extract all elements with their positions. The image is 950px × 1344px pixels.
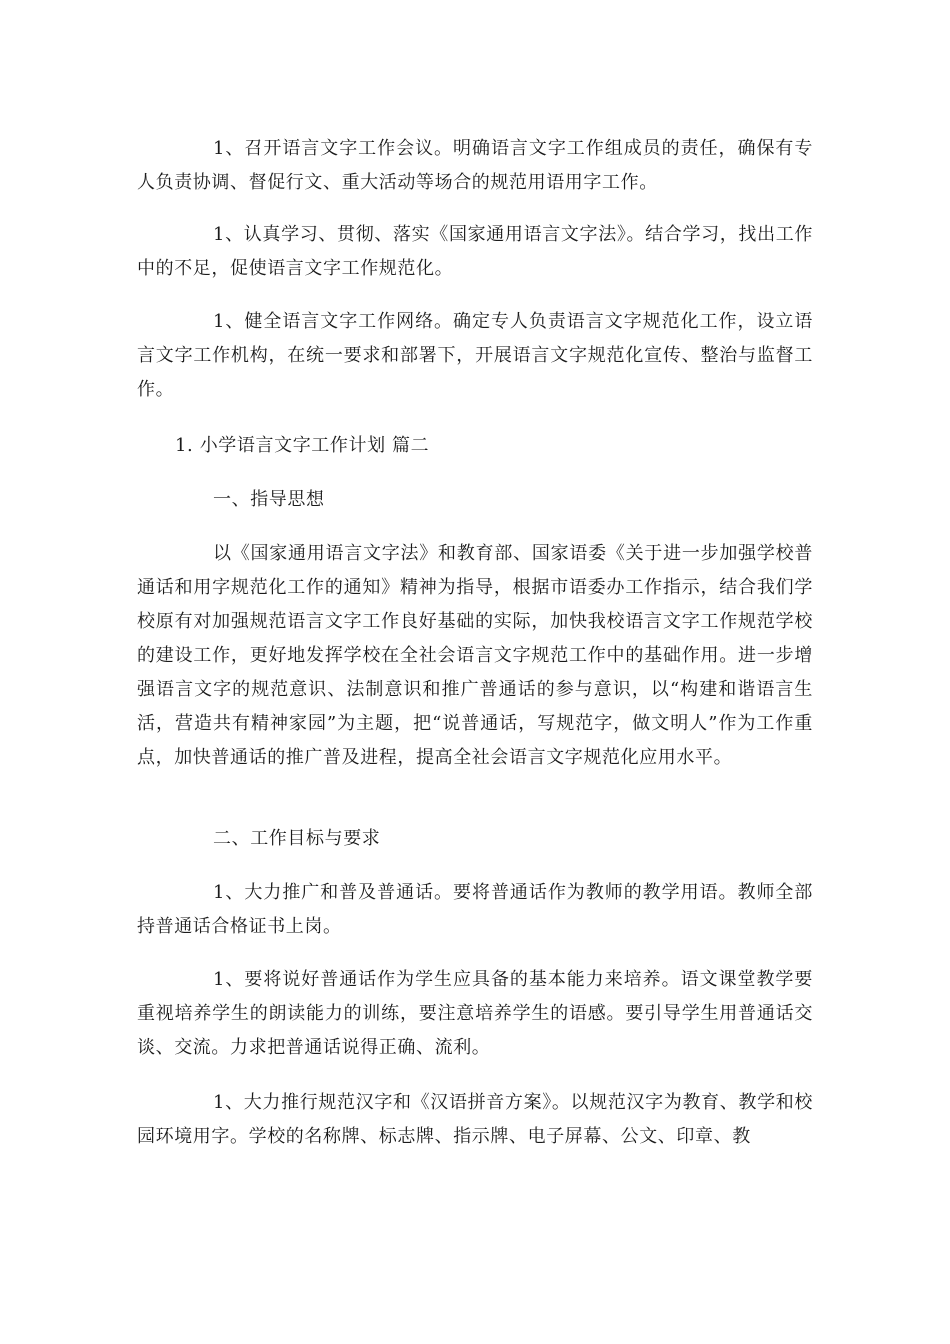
- paragraph-network: 1、健全语言文字工作网络。确定专人负责语言文字规范化工作，设立语言文字工作机构，在统一要求和部署下，开展语言文字规范化宣传、整治与监督工作。: [137, 311, 813, 400]
- section-title: 1. 小学语言文字工作计划 篇二: [175, 435, 430, 456]
- paragraph-student-ability: 1、要将说好普通话作为学生应具备的基本能力来培养。语文课堂教学要重视培养学生的朗读能力的训练，要注意培养学生的语感。要引导学生用普通话交谈、交流。力求把普通话说得正确、流利。: [137, 969, 813, 1058]
- paragraph-study-law: 1、认真学习、贯彻、落实《国家通用语言文字法》。结合学习，找出工作中的不足，促使语言文字工作规范化。: [137, 224, 813, 279]
- heading-goals: 二、工作目标与要求: [213, 828, 381, 849]
- heading-guiding-thought: 一、指导思想: [213, 489, 325, 510]
- paragraph-guiding-thought: 以《国家通用语言文字法》和教育部、国家语委《关于进一步加强学校普通话和用字规范化工作的通知》精神为指导，根据市语委办工作指示，结合我们学校原有对加强规范语言文字工作良好基础的实际，加快我校语言文字工作规范学校的建设工作，更好地发挥学校在全社会语言文字规范工作中的基础作用。进一步增强语言文字的规范意识、法制意识和推广普通话的参与意识，以“构建和谐语言生活，营造共有精神家园”为主题，把“说普通话，写规范字，做文明人”作为工作重点，加快普通话的推广普及进程，提高全社会语言文字规范化应用水平。: [137, 543, 813, 768]
- paragraph-meeting: 1、召开语言文字工作会议。明确语言文字工作组成员的责任，确保有专人负责协调、督促行文、重大活动等场合的规范用语用字工作。: [137, 138, 813, 193]
- paragraph-promote-mandarin: 1、大力推广和普及普通话。要将普通话作为教师的教学用语。教师全部持普通话合格证书上岗。: [137, 882, 813, 937]
- paragraph-standard-characters: 1、大力推行规范汉字和《汉语拼音方案》。以规范汉字为教育、教学和校园环境用字。学校的名称牌、标志牌、指示牌、电子屏幕、公文、印章、教: [137, 1092, 813, 1147]
